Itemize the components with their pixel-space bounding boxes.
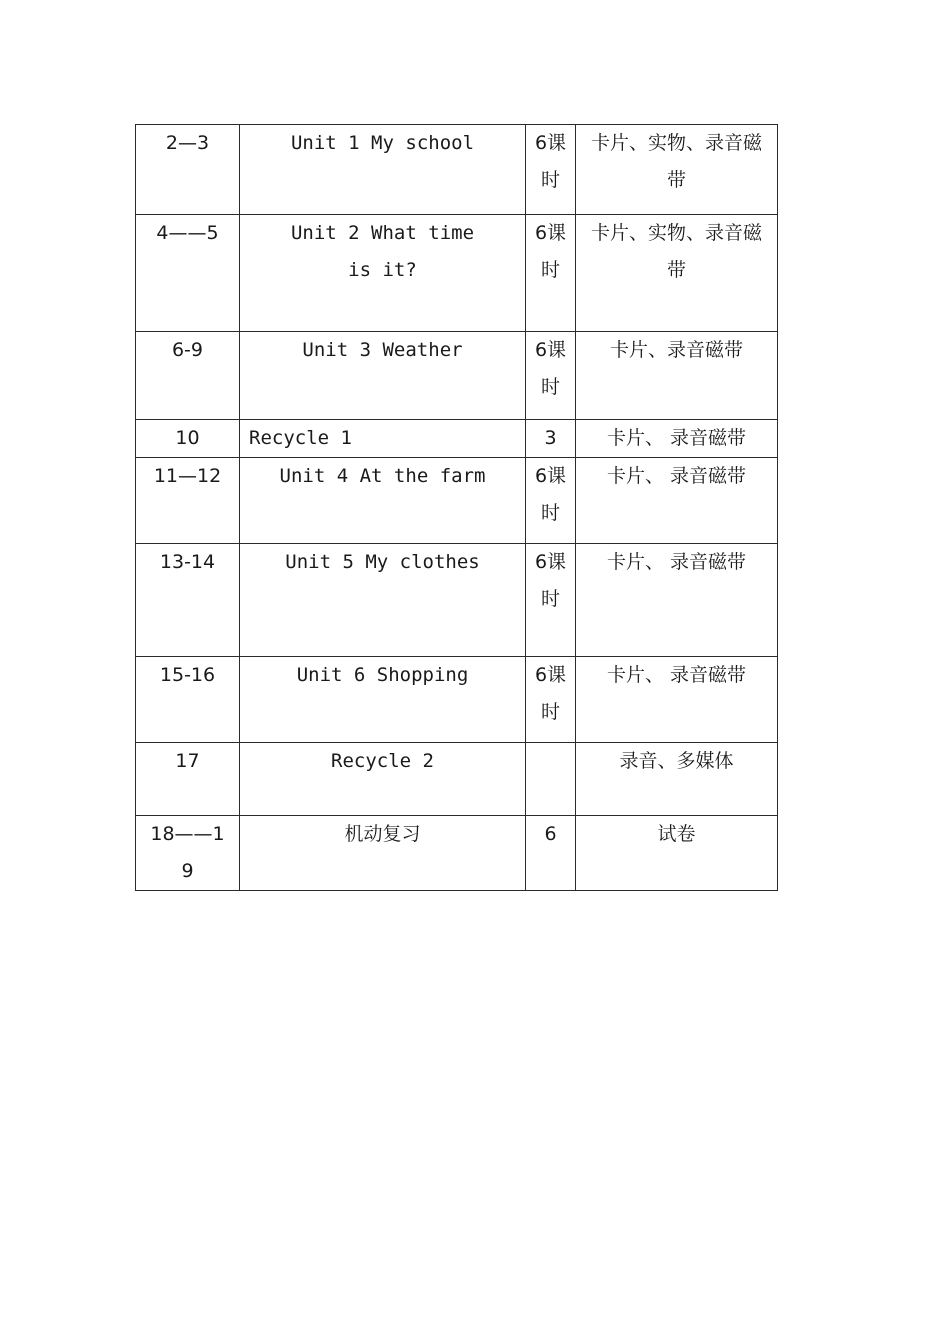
hours-cell: 6课时 xyxy=(526,125,576,215)
unit-cell: Unit 4 At the farm xyxy=(240,458,526,544)
resources-cell xyxy=(576,215,778,332)
unit-text: Unit 2 What time is it? xyxy=(290,222,475,281)
hours-cell: 3 xyxy=(526,420,576,458)
table-row xyxy=(136,420,778,458)
resources-text: 卡片、 录音磁带 xyxy=(606,551,747,573)
week-text: 18——19 xyxy=(150,823,225,882)
hours-cell xyxy=(526,743,576,816)
table-row xyxy=(136,816,778,891)
resources-cell xyxy=(576,544,778,657)
hours-cell: 6 xyxy=(526,816,576,891)
resources-text: 录音、多媒体 xyxy=(619,750,734,772)
unit-cell: Recycle 1 xyxy=(240,420,526,458)
resources-cell xyxy=(576,816,778,891)
week-cell: 10 xyxy=(136,420,240,458)
week-cell xyxy=(136,816,240,891)
table-row xyxy=(136,458,778,544)
week-cell: 15-16 xyxy=(136,657,240,743)
unit-cell: Unit 5 My clothes xyxy=(240,544,526,657)
table-row xyxy=(136,544,778,657)
resources-cell xyxy=(576,657,778,743)
week-cell: 4——5 xyxy=(136,215,240,332)
unit-cell: Unit 3 Weather xyxy=(240,332,526,420)
resources-text: 卡片、 录音磁带 xyxy=(606,664,747,686)
unit-cell: Unit 6 Shopping xyxy=(240,657,526,743)
week-cell: 11—12 xyxy=(136,458,240,544)
table-row xyxy=(136,332,778,420)
hours-cell: 6课时 xyxy=(526,332,576,420)
resources-text: 卡片、 录音磁带 xyxy=(606,427,747,449)
resources-cell xyxy=(576,125,778,215)
resources-cell xyxy=(576,458,778,544)
unit-cell: Recycle 2 xyxy=(240,743,526,816)
hours-cell: 6课时 xyxy=(526,215,576,332)
unit-cell: 机动复习 xyxy=(240,816,526,891)
resources-cell xyxy=(576,743,778,816)
unit-cell xyxy=(240,215,526,332)
table-row xyxy=(136,657,778,743)
unit-cell: Unit 1 My school xyxy=(240,125,526,215)
week-cell: 13-14 xyxy=(136,544,240,657)
resources-text: 卡片、录音磁带 xyxy=(609,339,743,361)
resources-text: 试卷 xyxy=(657,823,696,845)
resources-cell xyxy=(576,420,778,458)
resources-text: 卡片、实物、录音磁 带 xyxy=(590,222,762,281)
schedule-table xyxy=(135,124,778,891)
table-row xyxy=(136,125,778,215)
week-cell: 2—3 xyxy=(136,125,240,215)
week-cell: 6-9 xyxy=(136,332,240,420)
resources-text: 卡片、实物、录音磁带 xyxy=(590,132,762,191)
table-row xyxy=(136,743,778,816)
hours-cell: 6课时 xyxy=(526,657,576,743)
resources-text: 卡片、 录音磁带 xyxy=(606,465,747,487)
hours-cell: 6课时 xyxy=(526,544,576,657)
table-row xyxy=(136,215,778,332)
hours-cell: 6课时 xyxy=(526,458,576,544)
resources-cell xyxy=(576,332,778,420)
week-cell: 17 xyxy=(136,743,240,816)
